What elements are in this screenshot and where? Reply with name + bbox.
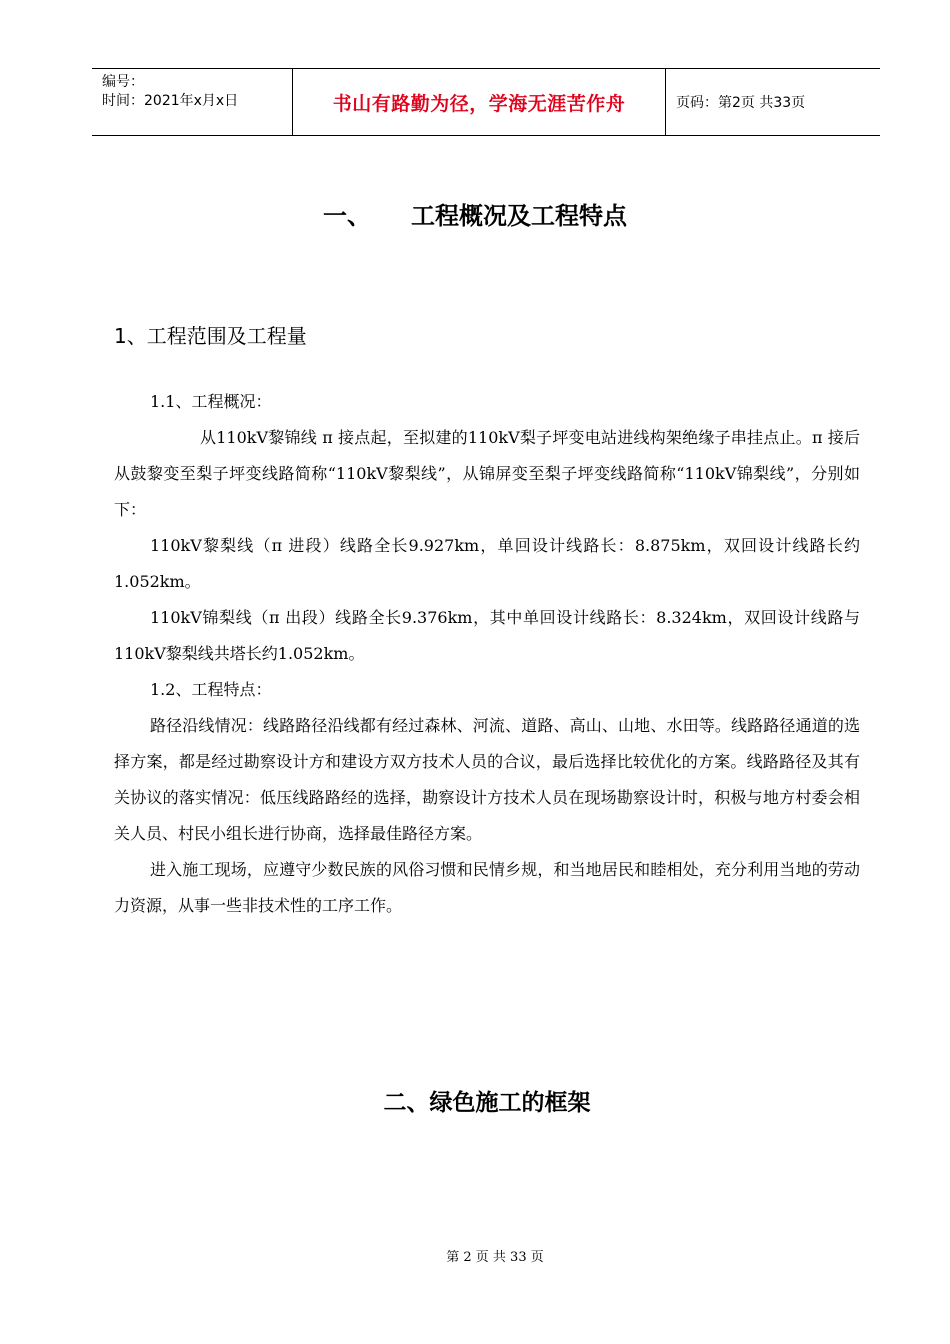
header-number: 编号： <box>102 74 144 90</box>
header-motto: 书山有路勤为径，学海无涯苦作舟 <box>293 69 666 135</box>
chapter-title-1-text: 工程概况及工程特点 <box>411 202 627 230</box>
paragraph-site-conduct: 进入施工现场，应遵守少数民族的风俗习惯和民情乡规，和当地居民和睦相处，充分利用当地的劳动力资源，从事一些非技术性的工序工作。 <box>114 860 860 915</box>
section-body <box>114 384 860 924</box>
header-date: 时间：2021年x月x日 <box>102 93 239 109</box>
header-meta <box>92 69 293 135</box>
paragraph-route: 路径沿线情况：线路路径沿线都有经过森林、河流、道路、高山、山地、水田等。线路路径通道的选择方案，都是经过勘察设计方和建设方双方技术人员的合议，最后选择比较优化的方案。线路路径及其有关协议的落实情况：低压线路路经的选择，勘察设计方技术人员在现场勘察设计时，积极与地方村委会相关人员、村民小组长进行协商，选择最佳路径方案。 <box>114 716 860 843</box>
chapter-title-2: 二、绿色施工的框架 <box>383 1090 591 1116</box>
paragraph-overview: 从110kV黎锦线 π 接点起，至拟建的110kV梨子坪变电站进线构架绝缘子串挂点止。π 接后从鼓黎变至梨子坪变线路简称“110kV黎梨线”，从锦屏变至梨子坪变线路简称“110kV锦梨线”，分别如下： <box>114 428 860 519</box>
subsection-title-1-2: 1.2、工程特点： <box>150 680 272 699</box>
paragraph-line-jin-li: 110kV锦梨线（π 出段）线路全长9.376km，其中单回设计线路长：8.324km，双回设计线路与110kV黎梨线共塔长约1.052km。 <box>114 608 860 663</box>
subsection-title-1-1: 1.1、工程概况： <box>150 392 272 411</box>
chapter-title-1-number: 一、 <box>323 202 371 230</box>
page-footer: 第 2 页 共 33 页 <box>446 1250 544 1265</box>
header-page-number: 页码：第2页 共33页 <box>676 95 806 111</box>
chapter-title-1 <box>0 196 950 231</box>
paragraph-line-li-li: 110kV黎梨线（π 进段）线路全长9.927km，单回设计线路长：8.875km，双回设计线路长约1.052km。 <box>114 536 860 591</box>
section-title-1: 1、工程范围及工程量 <box>114 324 307 348</box>
page-header <box>92 68 880 136</box>
